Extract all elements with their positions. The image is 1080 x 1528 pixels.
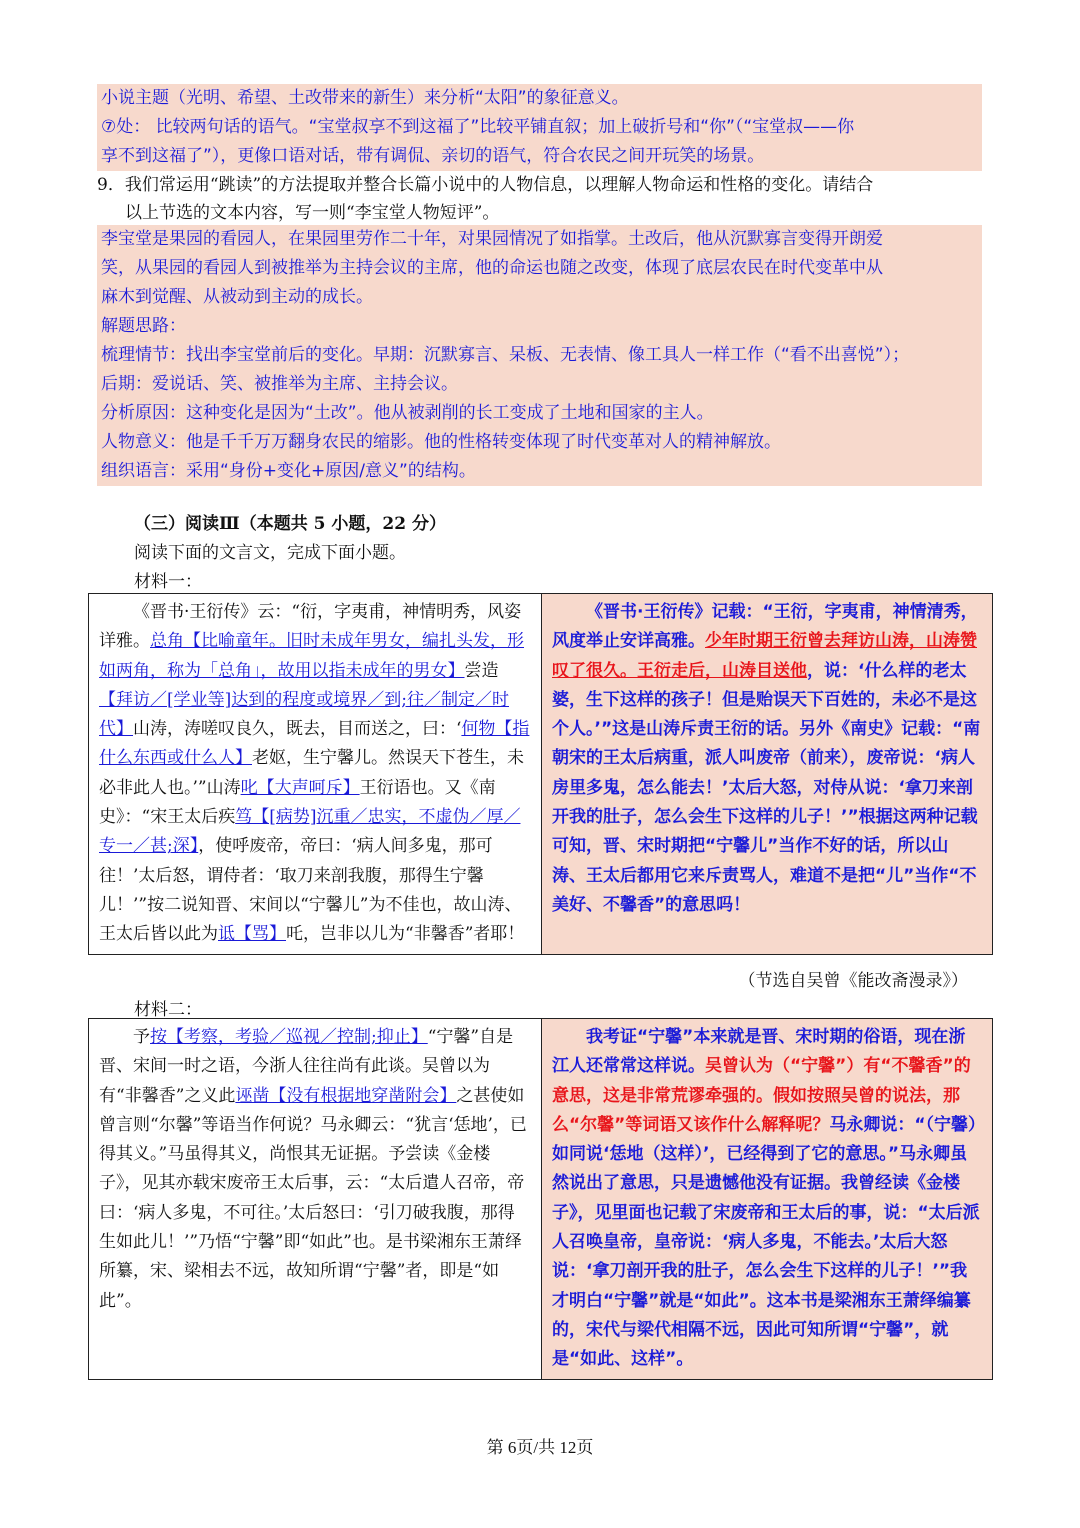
annotation-hewu: 何物【指什么东西或什么人】 <box>99 719 530 769</box>
trans-highlight: 少年时期王衍曾去拜访山涛，山涛赞叹了很久。王衍走后，山涛目送他 <box>552 631 977 681</box>
answer-line: 解题思路： <box>101 316 186 336</box>
annotation-an: 按【考察，考验／巡视／控制;抑止】 <box>150 1027 428 1047</box>
section-instruction: 阅读下面的文言文，完成下面小题。 <box>134 543 406 563</box>
orig-text: 老妪，生宁馨儿。然误天下苍生，未必非此人也。’”山涛 <box>99 748 524 798</box>
answer-line: 李宝堂是果园的看园人，在果园里劳作二十年，对果园情况了如指掌。土改后，他从沉默寡言变得开朗爱 <box>101 229 883 249</box>
answer-line: 人物意义：他是千千万万翻身农民的缩影。他的性格转变体现了时代变革对人的精神解放。 <box>101 432 781 452</box>
trans-text: ，说：‘什么样的老太婆，生下这样的孩子！但是贻误天下百姓的，未必不是这个人。’”这是山涛斥责王衍的话。另外《南史》记载：“南朝宋的王太后病重，派人叫废帝（前来），废帝说：‘病人房里多鬼，怎么能去！’太后大怒，对侍从说：‘拿刀来剖开我的肚子，怎么会生下这样的儿子！’”根据这两种记载可知，晋、宋时期把“宁馨儿”当作不好的话，所以山涛、王太后都用它来斥责骂人，难道不是把“儿”当作“不美好、不馨香”的意思吗！ <box>552 660 981 915</box>
trans-highlight: 吴曾认为（“宁馨”）有“不馨香”的意思，这是非常荒谬牵强的。假如按照吴曾的说法，那么“尔馨”等词语又该作什么解释呢？ <box>552 1056 971 1135</box>
answer-line: 笑，从果园的看园人到被推举为主持会议的主席，他的命运也随之改变，体现了底层农民在时代变革中从 <box>101 258 883 278</box>
question-9 <box>97 171 987 227</box>
annotation-du: 笃【[病势]沉重／忠实，不虚伪／厚／专一／甚;深】 <box>99 807 521 857</box>
orig-text: 王衍语也。又《南史》：“宋王太后疾 <box>99 777 496 828</box>
orig-text: ，使呼废帝，帝曰：‘病人间多鬼，那可往！’太后怒，谓侍者：‘取刀来剖我腹，那得生宁馨儿！’”按二说知晋、宋间以“宁馨儿”为不佳也，故山涛、王太后皆以此为 <box>99 836 522 945</box>
answer-block-9 <box>97 225 982 486</box>
material1-label: 材料一： <box>134 572 202 592</box>
source-citation: （节选自吴曾《能改斋漫录》） <box>738 971 968 991</box>
trans-text: 我考证“宁馨”本来就是晋、宋时期的俗语，现在浙江人还常常这样说。 <box>552 1027 966 1077</box>
answer-line: 组织语言：采用“身份+变化+原因/意义”的结构。 <box>101 461 476 481</box>
orig-text: “宁馨”自是晋、宋间一时之语，今浙人往往尚有此谈。吴曾以为有“非馨香”之义此 <box>99 1027 514 1106</box>
annotation-zongjiao: 总角【比喻童年。旧时未成年男女，编扎头发，形如两角，称为「总角」，故用以指未成年的男女】 <box>99 631 524 681</box>
orig-text: 吒，岂非以儿为“非馨香”者耶！ <box>286 924 525 945</box>
orig-text: 山涛，涛嗟叹良久，既去，目而送之，曰：‘ <box>133 719 462 740</box>
annotation-di: 诋【骂】 <box>218 924 286 945</box>
section-title: （三）阅读Ⅲ（本题共 5 小题，22 分） <box>134 514 446 534</box>
answer-line: ⑦处： 比较两句话的语气。“宝堂叔享不到这福了”比较平铺直叙；加上破折号和“你”（“宝堂叔——你 <box>101 117 855 137</box>
annotation-wuzao: 诬凿【没有根据地穿凿附会】 <box>235 1085 457 1106</box>
question-text: 以上节选的文本内容，写一则“李宝堂人物短评”。 <box>125 203 500 223</box>
material1-original <box>89 594 542 955</box>
orig-text: 《晋书·王衍传》云：“衍，字夷甫，神情明秀，风姿详雅。 <box>99 602 522 652</box>
answer-block-prev <box>97 84 982 171</box>
question-text: 9．我们常运用“跳读”的方法提取并整合长篇小说中的人物信息，以理解人物命运和性格的变化。请结合 <box>97 175 874 195</box>
answer-line: 小说主题（光明、希望、土改带来的新生）来分析“太阳”的象征意义。 <box>101 88 629 108</box>
orig-text: 之甚使如曾言则“尔馨”等语当作何说？马永卿云：“犹言‘恁地’，已得其义。”马虽得其义，尚恨其无证据。予尝读《金楼子》，见其亦载宋废帝王太后事，云：“太后遣人召帝，帝曰：‘病人多鬼，不可往。’太后怒曰：‘引刀破我腹，那得生如此儿！’”乃悟“宁馨”即“如此”也。是书梁湘东王萧绎所纂，宋、梁相去不远，故知所谓“宁馨”者，即是“如此”。 <box>99 1085 527 1311</box>
answer-line: 后期：爱说话、笑、被推举为主席、主持会议。 <box>101 374 458 394</box>
material2-translation <box>542 1019 993 1380</box>
annotation-chi: 叱【大声呵斥】 <box>240 777 360 798</box>
orig-text: 尝造 <box>464 660 499 681</box>
trans-text: 马永卿说：“（宁馨）如同说‘恁地（这样）’，已经得到了它的意思。”马永卿虽然说出了意思，只是遗憾他没有证据。我曾经读《金楼子》，见里面也记载了宋废帝和王太后的事，说：“太后派人召唤皇帝，皇帝说：‘病人多鬼，不能去。’太后大怒说：‘拿刀剖开我的肚子，怎么会生下这样的儿子！’”我才明白“宁馨”就是“如此”。这本书是梁湘东王萧绎编纂的，宋代与梁代相隔不远，因此可知所谓“宁馨”，就是“如此、这样”。 <box>552 1114 980 1370</box>
page-footer: 第 6页/共 12页 <box>486 1438 594 1457</box>
trans-text: 《晋书·王衍传》记载：“王衍，字夷甫，神情清秀，风度举止安详高雅。 <box>552 602 978 652</box>
answer-line: 分析原因：这种变化是因为“土改”。他从被剥削的长工变成了土地和国家的主人。 <box>101 403 714 423</box>
answer-line: 梳理情节：找出李宝堂前后的变化。早期：沉默寡言、呆板、无表情、像工具人一样工作（“看不出喜悦”）； <box>101 345 910 365</box>
answer-line: 麻木到觉醒、从被动到主动的成长。 <box>101 287 373 307</box>
annotation-zao: 【拜访／[学业等]达到的程度或境界／到;往／制定／时代】 <box>99 689 509 740</box>
material1-translation <box>542 594 993 955</box>
answer-line: 享不到这福了”），更像口语对话，带有调侃、亲切的语气，符合农民之间开玩笑的场景。 <box>101 146 765 166</box>
material2-label: 材料二： <box>134 1000 202 1020</box>
material2-original <box>89 1019 542 1380</box>
material1-table <box>88 593 993 955</box>
orig-text: 予 <box>133 1027 150 1047</box>
material2-table <box>88 1018 993 1380</box>
